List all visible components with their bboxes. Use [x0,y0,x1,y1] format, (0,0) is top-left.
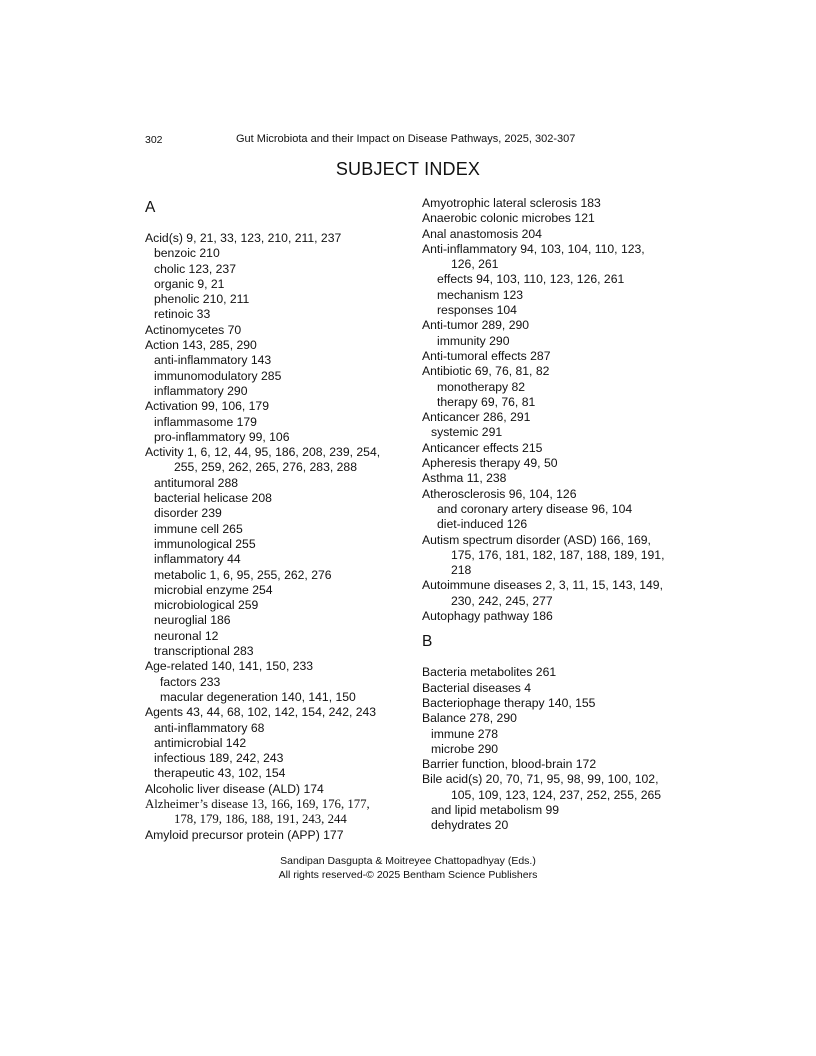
footer [0,854,816,882]
index-entry-text: pro-inflammatory 99, 106 [154,429,290,444]
index-subentry [422,727,682,742]
index-subentry [145,522,415,537]
index-entry-text: organic 9, 21 [154,276,225,291]
index-entry-text: immune 278 [431,726,499,741]
index-entry-text: Action 143, 285, 290 [145,338,257,353]
index-entry-text: and lipid metabolism 99 [431,802,560,817]
index-entry [422,456,682,471]
index-entry [145,323,415,338]
index-entry-text: Alcoholic liver disease (ALD) 174 [145,781,324,796]
index-entry-text: Bacteria metabolites 261 [422,665,557,680]
index-entry-text: infectious 189, 242, 243 [154,751,284,766]
index-entry [422,711,682,726]
index-entry [145,828,415,843]
index-subentry [145,552,415,567]
index-entry-text: Alzheimer’s disease 13, 166, 169, 176, 177, [145,796,370,811]
index-subentry [145,476,415,491]
index-entry [145,782,415,797]
index-entry-list [145,231,415,843]
index-entry-text: Anal anastomosis 204 [422,226,542,241]
index-subentry [145,598,415,613]
index-entry-text: Acid(s) 9, 21, 33, 123, 210, 211, 237 [145,231,342,245]
index-entry-text: anti-inflammatory 143 [154,353,272,368]
index-entry [422,211,682,226]
index-entry [145,659,415,674]
index-subentry [145,751,415,766]
index-entry [422,578,682,609]
index-subentry [422,395,682,410]
index-subentry [145,736,415,751]
index-subentry [422,803,682,818]
index-entry [422,196,682,211]
index-entry-text: transcriptional 283 [154,644,254,659]
index-subentry [145,491,415,506]
index-subentry [145,307,415,322]
index-entry-text: disorder 239 [154,506,222,521]
index-subentry [145,766,415,781]
index-entry [422,364,682,379]
index-subentry [145,613,415,628]
index-entry-continuation: 178, 179, 186, 188, 191, 243, 244 [174,812,347,827]
index-entry-continuation: 175, 176, 181, 182, 187, 188, 189, 191, [451,547,665,562]
index-entry [422,757,682,772]
index-entry [422,487,682,502]
index-entry-text: Anti-tumor 289, 290 [422,318,530,333]
index-entry [422,441,682,456]
index-entry [145,445,415,476]
index-subentry [422,288,682,303]
index-entry-text: Autism spectrum disorder (ASD) 166, 169, [422,532,651,547]
index-entry [422,665,682,680]
index-entry-text: macular degeneration 140, 141, 150 [160,689,356,704]
index-entry-text: metabolic 1, 6, 95, 255, 262, 276 [154,567,332,582]
index-entry [422,227,682,242]
index-entry-text: monotherapy 82 [437,379,526,394]
index-entry-text: Agents 43, 44, 68, 102, 142, 154, 242, 243 [145,705,377,720]
index-column-right [422,196,682,834]
index-entry-text: Amyloid precursor protein (APP) 177 [145,827,344,842]
index-subentry [145,353,415,368]
index-entry [422,242,682,273]
index-entry-text: Bacterial diseases 4 [422,680,532,695]
index-entry-text: diet-induced 126 [437,517,528,532]
index-entry-text: factors 233 [160,674,221,689]
index-entry-text: microbiological 259 [154,598,259,613]
index-entry-text: Bile acid(s) 20, 70, 71, 95, 98, 99, 100, 102, [422,772,659,787]
index-entry-text: therapy 69, 76, 81 [437,394,536,409]
index-entry-text: Anticancer effects 215 [422,440,543,455]
index-subentry [422,334,682,349]
index-entry-text: phenolic 210, 211 [154,292,250,307]
index-entry [145,231,415,246]
index-entry-text: neuroglial 186 [154,613,231,628]
index-entry-text: antitumoral 288 [154,475,239,490]
index-subentry [422,380,682,395]
index-entry-text: retinoic 33 [154,307,211,322]
index-entry-text: effects 94, 103, 110, 123, 126, 261 [437,272,625,287]
index-entry-text: inflammasome 179 [154,414,257,429]
index-entry-list [422,196,682,624]
index-subentry [422,425,682,440]
index-subentry [422,272,682,287]
index-entry-continuation: 126, 261 [451,257,499,272]
index-subentry [145,568,415,583]
index-entry-text: Anti-tumoral effects 287 [422,348,551,363]
index-entry-text: Anaerobic colonic microbes 121 [422,211,595,226]
index-subentry [145,384,415,399]
index-entry-text: Autoimmune diseases 2, 3, 11, 15, 143, 149, [422,578,663,593]
index-entry-text: Balance 278, 290 [422,711,517,726]
index-entry-text: benzoic 210 [154,246,220,261]
index-entry-text: responses 104 [437,303,517,318]
index-entry-text: Actinomycetes 70 [145,322,242,337]
index-subentry [145,629,415,644]
index-entry-list [422,665,682,833]
index-entry-text: Amyotrophic lateral sclerosis 183 [422,196,601,210]
index-entry-text: Atherosclerosis 96, 104, 126 [422,486,577,501]
index-entry-continuation: 105, 109, 123, 124, 237, 252, 255, 265 [451,787,662,802]
page-number: 302 [145,134,163,146]
index-subentry [145,246,415,261]
index-entry-continuation: 255, 259, 262, 265, 276, 283, 288 [174,460,357,475]
index-subentry [145,583,415,598]
index-entry [422,696,682,711]
index-entry-text: immunity 290 [437,333,510,348]
footer-copyright: All rights reserved-© 2025 Bentham Science Publishers [278,869,538,881]
index-subentry [422,742,682,757]
index-entry-text: immunomodulatory 285 [154,368,282,383]
index-subentry [145,506,415,521]
index-entry [422,410,682,425]
index-entry-text: Barrier function, blood-brain 172 [422,757,597,772]
index-subentry [145,292,415,307]
index-entry-continuation: 218 [451,563,472,578]
index-subentry [145,675,415,690]
index-entry-text: microbial enzyme 254 [154,582,273,597]
index-subentry [422,517,682,532]
index-entry-text: and coronary artery disease 96, 104 [437,501,633,516]
index-entry-text: anti-inflammatory 68 [154,720,265,735]
index-entry-text: Activity 1, 6, 12, 44, 95, 186, 208, 239, 254, [145,445,381,460]
index-entry [145,797,415,828]
index-column-left [145,196,415,843]
index-entry-text: Autophagy pathway 186 [422,609,553,624]
index-entry-text: Asthma 11, 238 [422,471,507,486]
index-entry-continuation: 230, 242, 245, 277 [451,593,553,608]
index-entry-text: Age-related 140, 141, 150, 233 [145,659,314,674]
index-entry-text: Antibiotic 69, 76, 81, 82 [422,364,550,379]
index-subentry [145,537,415,552]
index-entry [422,681,682,696]
index-entry [422,349,682,364]
index-subentry [145,369,415,384]
index-entry-text: immune cell 265 [154,521,243,536]
index-subentry [145,415,415,430]
index-entry-text: systemic 291 [431,425,503,440]
index-entry [422,609,682,624]
footer-editors: Sandipan Dasgupta & Moitreyee Chattopadhyay (Eds.) [280,855,536,867]
index-subentry [145,690,415,705]
index-subentry [145,430,415,445]
index-entry [422,533,682,579]
index-entry-text: microbe 290 [431,741,499,756]
index-subentry [145,262,415,277]
running-head: Gut Microbiota and their Impact on Disease Pathways, 2025, 302-307 [236,133,576,145]
index-subentry [422,818,682,833]
index-letter-heading: B [422,633,433,651]
page-title: SUBJECT INDEX [335,159,481,179]
index-entry-text: Anticancer 286, 291 [422,410,531,425]
index-entry-text: bacterial helicase 208 [154,491,272,506]
index-entry-text: inflammatory 290 [154,383,248,398]
index-entry-text: Bacteriophage therapy 140, 155 [422,695,596,710]
index-subentry [422,502,682,517]
index-entry-text: therapeutic 43, 102, 154 [154,766,286,781]
index-subentry [145,721,415,736]
index-entry [145,705,415,720]
index-subentry [145,277,415,292]
index-entry-text: Apheresis therapy 49, 50 [422,456,558,471]
index-entry-text: antimicrobial 142 [154,735,247,750]
index-entry [422,471,682,486]
index-subentry [145,644,415,659]
index-entry-text: dehydrates 20 [431,818,509,833]
index-entry-text: inflammatory 44 [154,552,241,567]
index-entry-text: Activation 99, 106, 179 [145,399,269,414]
index-subentry [422,303,682,318]
index-entry-text: neuronal 12 [154,628,219,643]
index-entry [145,338,415,353]
index-entry-text: cholic 123, 237 [154,261,236,276]
index-entry-text: mechanism 123 [437,287,524,302]
index-entry-text: immunological 255 [154,536,256,551]
index-letter-heading: A [145,199,156,216]
index-entry [145,399,415,414]
index-entry [422,772,682,803]
index-entry [422,318,682,333]
index-entry-text: Anti-inflammatory 94, 103, 104, 110, 123, [422,241,645,256]
